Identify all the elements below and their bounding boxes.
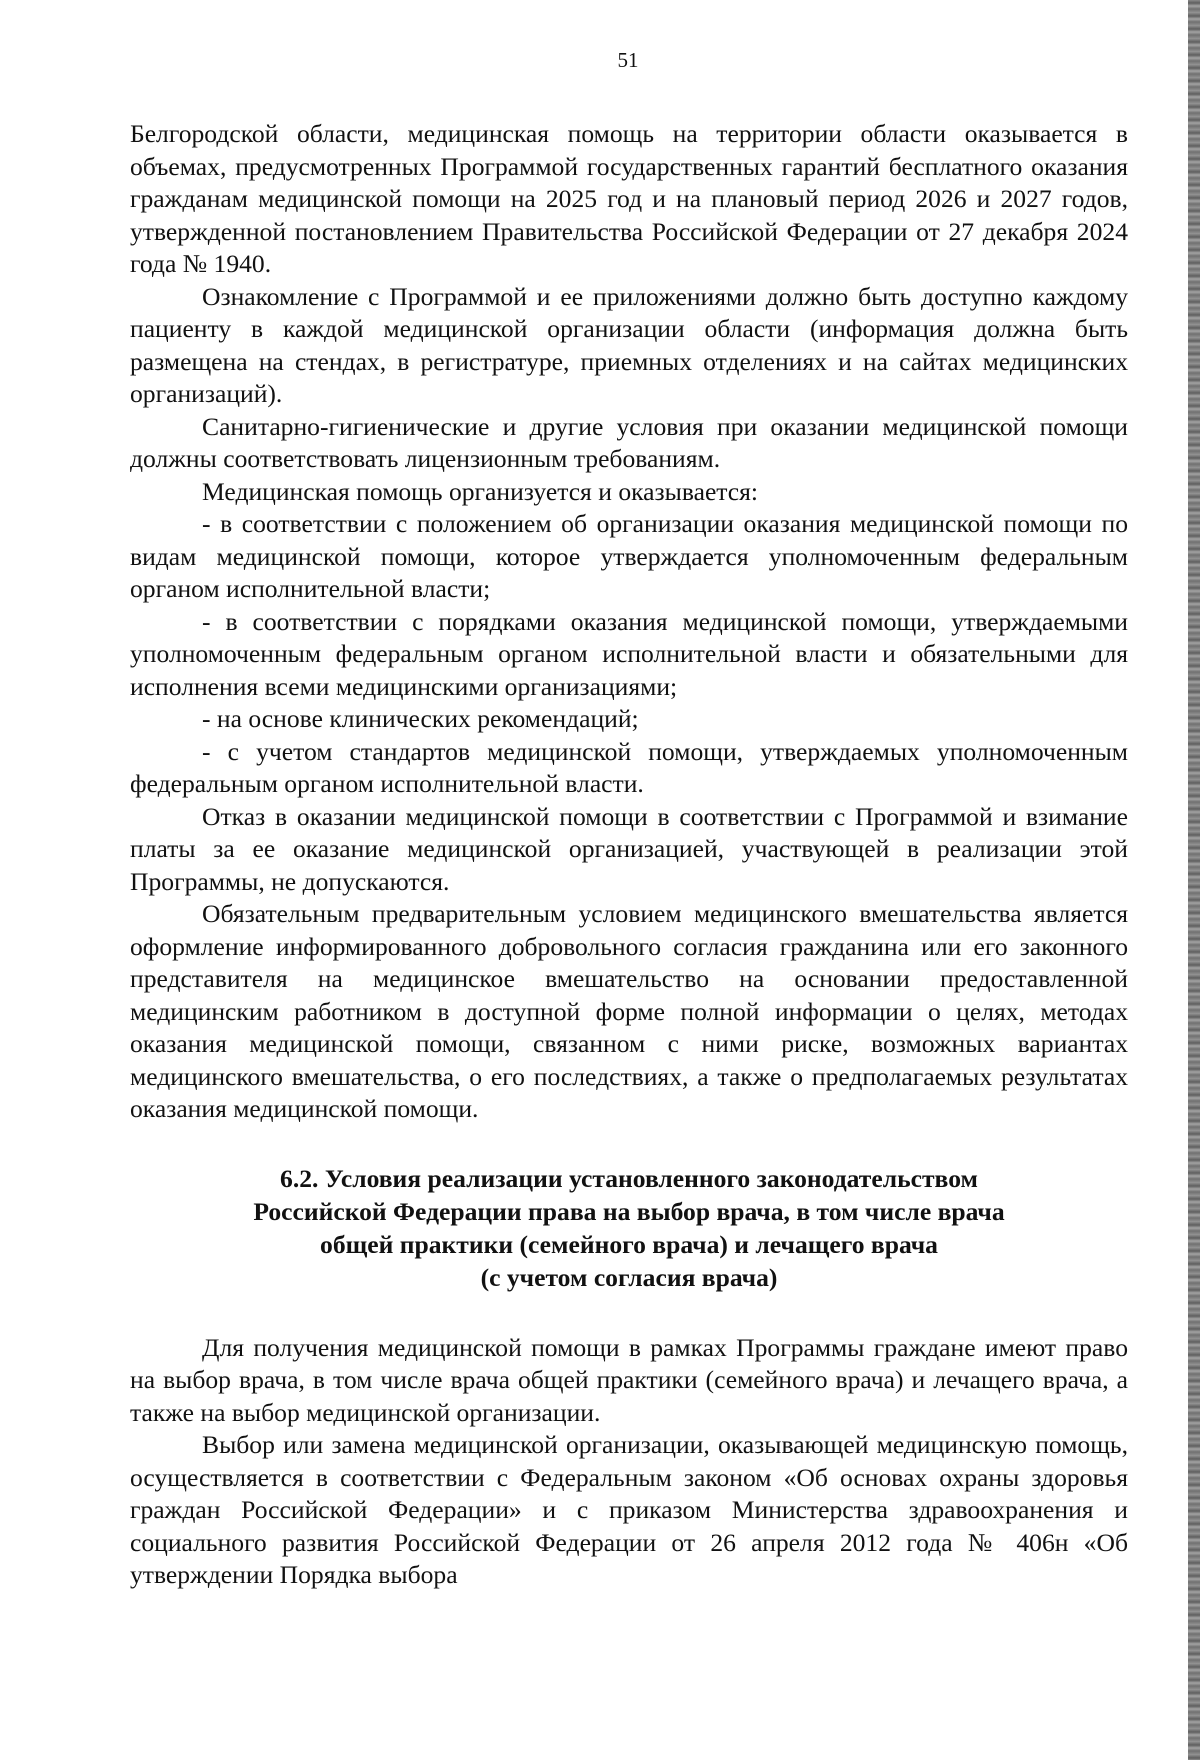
paragraph: Белгородской области, медицинская помощь на территории области оказывается в объемах, предусмотренных Программой государственных гарантий бесплатного оказания гражданам медицинской помощи на 2025 год и на плановый период 2026 и 2027 годов, утвержденной постановлением Правительства Российской Федерации от 27 декабря 2024 года № 1940. xyxy=(130,119,1128,278)
section-heading-line: общей практики (семейного врача) и лечащего врача xyxy=(320,1229,938,1259)
paragraph: - на основе клинических рекомендаций; xyxy=(202,704,639,733)
scan-edge xyxy=(1188,0,1200,1760)
section-heading-line: 6.2. Условия реализации установленного законодательством xyxy=(280,1163,978,1193)
section-heading-line: Российской Федерации права на выбор врача, в том числе врача xyxy=(253,1196,1005,1226)
page-number: 51 xyxy=(617,48,639,72)
paragraph: Санитарно-гигиенические и другие условия при оказании медицинской помощи должны соответствовать лицензионным требованиям. xyxy=(130,411,1128,473)
paragraph: Отказ в оказании медицинской помощи в соответствии с Программой и взимание платы за ее оказание медицинской организацией, участвующей в реализации этой Программы, не допускаются. xyxy=(130,801,1128,896)
paragraph: Медицинская помощь организуется и оказывается: xyxy=(202,476,759,506)
section-heading-line: (с учетом согласия врача) xyxy=(480,1262,778,1292)
paragraph: Обязательным предварительным условием медицинского вмешательства является оформление информированного добровольного согласия гражданина или его законного представителя на медицинское вмешательство на основании предоставленной медицинским работником в доступной форме полной информации о целях, методах оказания медицинской помощи, связанном с ними риске, возможных вариантах медицинского вмешательства, о его последствиях, а также о предполагаемых результатах оказания медицинской помощи. xyxy=(130,899,1128,1123)
paragraphs-after xyxy=(130,1332,1128,1592)
document-body xyxy=(130,118,1128,1592)
section-heading xyxy=(130,1162,1128,1294)
paragraph: Для получения медицинской помощи в рамках Программы граждане имеют право на выбор врача, в том числе врача общей практики (семейного врача) и лечащего врача, а также на выбор медицинской организации. xyxy=(130,1332,1128,1427)
paragraph: Выбор или замена медицинской организации, оказывающей медицинскую помощь, осуществляется в соответствии с Федеральным законом «Об основах охраны здоровья граждан Российской Федерации» и с приказом Министерства здравоохранения и социального развития Российской Федерации от 26 апреля 2012 года № 406н «Об утверждении Порядка выбора xyxy=(130,1430,1128,1589)
paragraph: - с учетом стандартов медицинской помощи, утверждаемых уполномоченным федеральным органом исполнительной власти. xyxy=(130,736,1128,798)
paragraphs-before xyxy=(130,118,1128,1126)
paragraph: - в соответствии с положением об организации оказания медицинской помощи по видам медицинской помощи, которое утверждается уполномоченным федеральным органом исполнительной власти; xyxy=(130,509,1128,603)
paragraph: - в соответствии с порядками оказания медицинской помощи, утверждаемыми уполномоченным федеральным органом исполнительной власти и обязательными для исполнения всеми медицинскими организациями; xyxy=(130,606,1128,701)
paragraph: Ознакомление с Программой и ее приложениями должно быть доступно каждому пациенту в каждой медицинской организации области (информация должна быть размещена на стендах, в регистратуре, приемных отделениях и на сайтах медицинских организаций). xyxy=(130,281,1128,408)
